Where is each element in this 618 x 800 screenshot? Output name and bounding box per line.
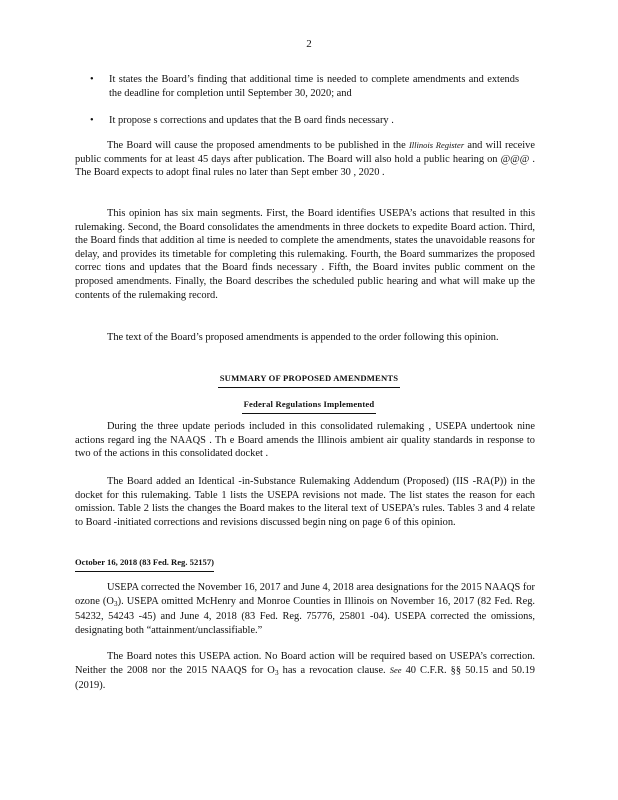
citation-signal: See <box>389 664 402 675</box>
subheading-october-2018: October 16, 2018 (83 Fed. Reg. 52157) <box>75 556 214 572</box>
paragraph-usepa-corrected: USEPA corrected the November 16, 2017 and June 4, 2018 area designations for the 2015 NAAQS for ozone $(O_3)$. USEPA omitted McHenry and Monroe Counties in Illinois on November 16, 2017 (82 Fed. Reg. 54232, 54243 -45) and June 4, 2018 (83 Fed. Reg. 75776, 25801 -04). USEPA corrected the omissions, designating both “attainment/unclassifiable.” <box>75 582 535 636</box>
bullet-icon: • <box>90 74 94 85</box>
bullet-text: It states the Board’s finding that additional time is needed to complete amendments and extends the deadline for completion until September 30, 2020; and <box>109 74 519 99</box>
heading-summary: SUMMARY OF PROPOSED AMENDMENTS <box>0 372 618 388</box>
paragraph-update-periods: During the three update periods included in this consolidated rulemaking , USEPA undertook nine actions regard ing the NAAQS . Th e Board amends the Illinois ambient air quality standards in response to two of the actions in this consolidated docket . <box>75 421 535 460</box>
paragraph-opinion-segments: This opinion has six main segments. First, the Board identifies USEPA’s actions that resulted in this rulemaking. Second, the Board consolidates the amendments in three dockets to expedite Board action. Third, the Board finds that addition al time is needed to complete the amendments, states the unavoidable reasons for delay, and provides its timetable for completing this rulemaking. Fourth, the Board summarizes the proposed correc tions and updates that the Board finds necessary . Fifth, the Board invites public comment on the proposed amendments. Finally, the Board describes the scheduled public hearing and what will make up the contents of the rulemaking record. <box>75 208 535 301</box>
bullet-text: It propose s corrections and updates that the B oard finds necessary . <box>109 115 394 126</box>
heading-federal-regulations: Federal Regulations Implemented <box>0 398 618 414</box>
paragraph-iis-addendum: The Board added an Identical -in-Substance Rulemaking Addendum (Proposed) (IIS -RA(P)) in the docket for this rulemaking. Table 1 lists the USEPA revisions not made. The list states the reason for each omission. Table 2 lists the changes the Board makes to the literal text of USEPA’s rules. Tables 3 and 4 relate to Board -initiated corrections and revisions discussed begin ning on page 6 of this opinion. <box>75 476 535 528</box>
paragraph-text-appended: The text of the Board’s proposed amendments is appended to the order following this opinion. <box>107 332 499 343</box>
journal-name: Illinois Register <box>408 140 465 150</box>
bullet-icon: • <box>90 115 94 126</box>
paragraph-board-notes: The Board notes this USEPA action. No Board action will be required based on USEPA’s correction. Neither the 2008 nor the 2015 NAAQS for $O_3$ has a revocation clause. See 40 C.F.R. §§ 50.15 and 50.19 (2019). <box>75 651 535 692</box>
paragraph-public-notice: The Board will cause the proposed amendments to be published in the Illinois Register and will receive public comments for at least 45 days after publication. The Board will also hold a public hearing on @@@ . The Board expects to adopt final rules no later than Sept ember 30 , 2020 . <box>75 140 535 179</box>
page-number: 2 <box>306 38 312 50</box>
